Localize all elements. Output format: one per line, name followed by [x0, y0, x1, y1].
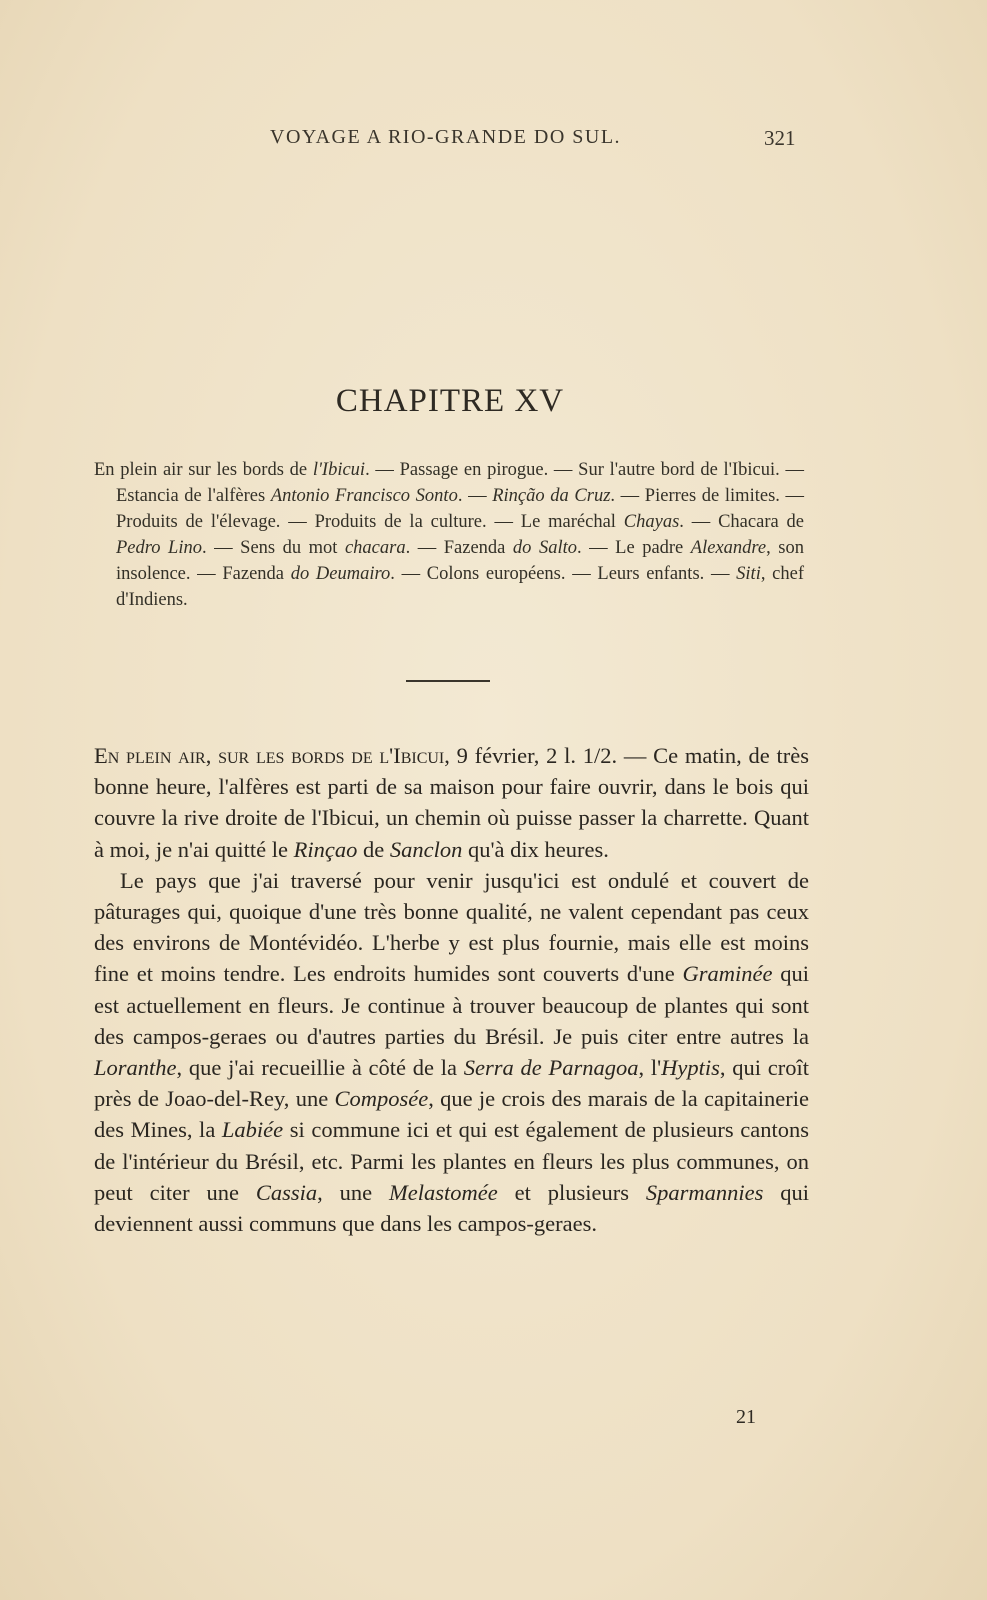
- body-paragraph-2: Le pays que j'ai traversé pour venir jusqu'ici est ondulé et couvert de pâturages qui, quoique d'une très bonne qualité, ne valent cependant pas ceux des environs de Montévidéo. L'herbe y est plus fournie, mais elle est moins fine et moins tendre. Les endroits humides sont couverts d'une Graminée qui est actuellement en fleurs. Je continue à trouver beaucoup de plantes qui sont des campos-geraes ou d'autres parties du Brésil. Je puis citer entre autres la Loranthe, que j'ai recueillie à côté de la Serra de Parnagoa, l'Hyptis, qui croît près de Joao-del-Rey, une Composée, que je crois des marais de la capitainerie des Mines, la Labiée si commune ici et qui est également de plusieurs cantons de l'intérieur du Brésil, etc. Parmi les plantes en fleurs les plus communes, on peut citer une Cassia, une Melastomée et plusieurs Sparmannies qui deviennent aussi communs que dans les campos-geraes.: [94, 867, 809, 1237]
- summary-paragraph: En plein air sur les bords de l'Ibicui. — Passage en pirogue. — Sur l'autre bord de l'Ibicui. — Estancia de l'alfères Antonio Francisco Sonto. — Rinção da Cruz. — Pierres de limites. — Produits de l'élevage. — Produits de la culture. — Le maréchal Chayas. — Chacara de Pedro Lino. — Sens du mot chacara. — Fazenda do Salto. — Le padre Alexandre, son insolence. — Fazenda do Deumairo. — Colons européens. — Leurs enfants. — Siti, chef d'Indiens.: [94, 460, 805, 610]
- signature-mark: 21: [736, 1406, 756, 1428]
- running-head: [0, 126, 987, 156]
- running-head-title: VOYAGE A RIO-GRANDE DO SUL.: [270, 126, 622, 148]
- page-number: 321: [764, 126, 796, 150]
- section-divider: [406, 680, 490, 682]
- chapter-summary: [94, 457, 804, 613]
- chapter-title: CHAPITRE XV: [335, 383, 565, 419]
- body-paragraph-1: En plein air, sur les bords de l'Ibicui, 9 février, 2 l. 1/2. — Ce matin, de très bonne heure, l'alfères est parti de sa maison pour faire ouvrir, dans le bois qui couvre la rive droite de l'Ibicui, un chemin où puisse passer la charrette. Quant à moi, je n'ai quitté le Rinçao de Sanclon qu'à dix heures.: [94, 743, 810, 862]
- body-text: [94, 740, 809, 1239]
